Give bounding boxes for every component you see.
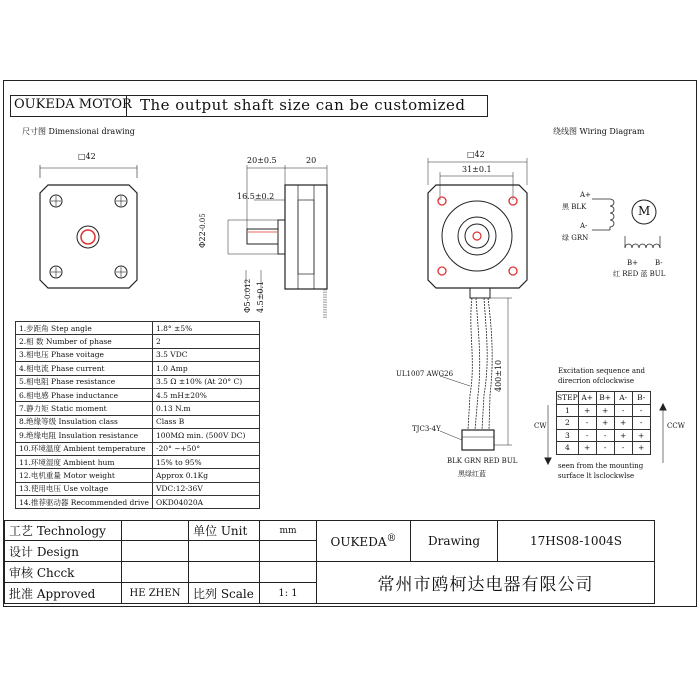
spec-table bbox=[15, 321, 260, 509]
tb-unit-value: mm bbox=[260, 521, 317, 541]
excitation-header: A- bbox=[614, 392, 632, 405]
excitation-cell: + bbox=[614, 417, 632, 430]
spec-value: 1.0 Amp bbox=[153, 362, 260, 375]
dim-phi5-value: Φ5 bbox=[243, 301, 252, 313]
connector-body bbox=[462, 430, 494, 450]
excitation-header: STEP bbox=[557, 393, 578, 403]
excitation-row bbox=[557, 442, 651, 455]
connector-label: TJC3-4Y bbox=[412, 425, 441, 433]
dim-flat-length: 16.5±0.2 bbox=[237, 192, 275, 201]
spec-label: 5.相电阻 Phase resistance bbox=[16, 375, 153, 388]
excitation-cell: 2 bbox=[557, 417, 579, 430]
excitation-row bbox=[557, 404, 651, 417]
tb-drawing-label: Drawing bbox=[411, 521, 498, 562]
spec-value: -20° ~+50° bbox=[153, 442, 260, 455]
excitation-cell: 4 bbox=[557, 442, 579, 455]
ccw-label: CCW bbox=[667, 422, 685, 430]
excitation-header: B+ bbox=[596, 392, 614, 405]
spec-value: VDC:12-36V bbox=[153, 482, 260, 495]
spec-row bbox=[16, 322, 260, 335]
shaft bbox=[247, 229, 278, 244]
b-plus-label: B+ bbox=[627, 259, 639, 267]
b-minus-label: B- bbox=[655, 259, 663, 267]
tb-scale-label: 比列 Scale bbox=[189, 583, 260, 604]
spec-label: 1.步距角 Step angle bbox=[16, 322, 153, 335]
hole-spacing-label: 31±0.1 bbox=[462, 165, 492, 174]
b-colors-label: 红 RED 蓝 BUL bbox=[613, 270, 666, 278]
excitation-cell: - bbox=[614, 442, 632, 455]
dim-phi5-tol: -0.012 bbox=[244, 278, 252, 302]
tb-company: 常州市鸥柯达电器有限公司 bbox=[317, 562, 655, 604]
a-minus-color: 绿 GRN bbox=[562, 234, 589, 242]
a-plus-color: 黑 BLK bbox=[562, 203, 587, 211]
dim-phi5 bbox=[243, 279, 252, 313]
section-wiring: 绕线图 Wiring Diagram bbox=[553, 127, 645, 136]
motor-symbol: M bbox=[638, 204, 651, 218]
excitation-cell: - bbox=[596, 429, 614, 442]
tb-approved: 批准 Approved bbox=[5, 583, 122, 604]
tb-check: 审核 Chcck bbox=[5, 562, 122, 583]
spec-row bbox=[16, 362, 260, 375]
spec-row bbox=[16, 375, 260, 388]
wire-colors-label: BLK GRN RED BUL bbox=[447, 457, 518, 465]
excitation-cell: - bbox=[578, 417, 596, 430]
cw-label: CW bbox=[534, 422, 547, 430]
spec-label: 11.环境湿度 Ambient hum bbox=[16, 455, 153, 468]
dim-phi22-tol: -0.05 bbox=[199, 213, 207, 232]
spec-row bbox=[16, 348, 260, 361]
excitation-cell: + bbox=[596, 404, 614, 417]
tb-design: 设计 Design bbox=[5, 541, 122, 562]
spec-label: 12.电机重量 Motor weight bbox=[16, 469, 153, 482]
title-block bbox=[4, 520, 655, 604]
spec-value: 0.13 N.m bbox=[153, 402, 260, 415]
excitation-cell: - bbox=[632, 404, 650, 417]
dim-flat-depth: 4.5±0.1 bbox=[256, 280, 265, 313]
tb-brand-name: OUKEDA bbox=[330, 535, 387, 549]
spec-label: 2.相 数 Number of phase bbox=[16, 335, 153, 348]
spec-label: 4.相电流 Phase current bbox=[16, 362, 153, 375]
front-view bbox=[40, 165, 137, 288]
spec-label: 7.静力矩 Static moment bbox=[16, 402, 153, 415]
front-width-label: □42 bbox=[78, 152, 96, 161]
dim-shaft-length: 20±0.5 bbox=[247, 156, 277, 165]
spec-row bbox=[16, 335, 260, 348]
section-dimensional: 尺寸图 Dimensionai drawing bbox=[22, 127, 135, 136]
dim-body-length: 20 bbox=[306, 156, 317, 165]
excitation-cell: - bbox=[578, 429, 596, 442]
spec-label: 3.相电压 Phase voitage bbox=[16, 348, 153, 361]
excitation-header: B- bbox=[632, 392, 650, 405]
spec-value: 4.5 mH±20% bbox=[153, 388, 260, 401]
spec-label: 6.相电感 Phase inductance bbox=[16, 388, 153, 401]
excitation-cell: - bbox=[632, 417, 650, 430]
spec-label: 13.使用电压 Use voltage bbox=[16, 482, 153, 495]
spec-value: 3.5 Ω ±10% (At 20° C) bbox=[153, 375, 260, 388]
spec-label: 9.绝缘电阻 Insulation resistance bbox=[16, 429, 153, 442]
tb-approver: HE ZHEN bbox=[122, 583, 189, 604]
spec-value: 3.5 VDC bbox=[153, 348, 260, 361]
spec-row bbox=[16, 388, 260, 401]
spec-row bbox=[16, 496, 260, 509]
tb-unit-label: 单位 Unit bbox=[189, 521, 260, 541]
excitation-cell: 3 bbox=[557, 429, 579, 442]
spec-value: 2 bbox=[153, 335, 260, 348]
spec-row bbox=[16, 455, 260, 468]
excitation-cell: + bbox=[614, 429, 632, 442]
excitation-header-row bbox=[557, 392, 651, 405]
spec-value: 15% to 95% bbox=[153, 455, 260, 468]
tb-technology: 工艺 Technology bbox=[5, 521, 122, 541]
spec-row bbox=[16, 442, 260, 455]
mount-hole-tl bbox=[50, 195, 62, 207]
wiring-front-view bbox=[428, 158, 527, 450]
excitation-header: A+ bbox=[578, 392, 596, 405]
spec-row bbox=[16, 429, 260, 442]
tb-scale-value: 1: 1 bbox=[260, 583, 317, 604]
excitation-title-1: Excitation sequence and bbox=[558, 367, 646, 375]
excitation-row bbox=[557, 417, 651, 430]
a-minus-label: A- bbox=[580, 222, 588, 230]
excitation-note-2: surface lt lsclockwlse bbox=[558, 472, 635, 480]
mount-hole-bl bbox=[50, 266, 62, 278]
wiring-width-label: □42 bbox=[467, 150, 485, 159]
mount-hole-tr bbox=[115, 195, 127, 207]
a-plus-label: A+ bbox=[580, 191, 591, 199]
lead-length-label: 400±10 bbox=[494, 359, 503, 392]
brand-title: OUKEDA MOTOR bbox=[14, 97, 132, 112]
spec-value: 100MΩ min. (500V DC) bbox=[153, 429, 260, 442]
spec-label: 10.环境温度 Ambient temperature bbox=[16, 442, 153, 455]
spec-row bbox=[16, 482, 260, 495]
excitation-cell: + bbox=[632, 429, 650, 442]
spec-row bbox=[16, 415, 260, 428]
excitation-cell: + bbox=[578, 442, 596, 455]
tb-brand-mark: ® bbox=[386, 533, 397, 544]
spec-value: OKD04020A bbox=[153, 496, 260, 509]
spec-value: Approx 0.1Kg bbox=[153, 469, 260, 482]
excitation-cell: 1 bbox=[557, 404, 579, 417]
mount-hole-br bbox=[115, 266, 127, 278]
dim-phi22 bbox=[198, 213, 207, 248]
spec-value: Class B bbox=[153, 415, 260, 428]
header-note: The output shaft size can be customized bbox=[140, 96, 466, 114]
excitation-cell: + bbox=[632, 442, 650, 455]
spec-label: 8.绝缘等级 Insulation class bbox=[16, 415, 153, 428]
excitation-title-2: direcrion ofclockwise bbox=[558, 377, 634, 385]
tb-brand bbox=[317, 521, 411, 562]
excitation-table bbox=[556, 391, 651, 455]
spec-value: 1.8° ±5% bbox=[153, 322, 260, 335]
wire-type-label: UL1007 AWG26 bbox=[396, 370, 454, 378]
spec-label: 14.推荐驱动器 Recommended drive bbox=[16, 496, 153, 509]
excitation-cell: + bbox=[596, 417, 614, 430]
dim-phi22-value: Φ22 bbox=[198, 231, 207, 248]
shaft-end bbox=[81, 230, 95, 244]
excitation-cell: + bbox=[578, 404, 596, 417]
tb-model: 17HS08-1004S bbox=[498, 521, 655, 562]
excitation-cell: - bbox=[596, 442, 614, 455]
spec-row bbox=[16, 469, 260, 482]
spec-row bbox=[16, 402, 260, 415]
excitation-row bbox=[557, 429, 651, 442]
excitation-note-1: seen from the mounting bbox=[558, 462, 644, 470]
wire-colors-cn-label: 黑绿红蓝 bbox=[458, 470, 486, 478]
excitation-cell: - bbox=[614, 404, 632, 417]
